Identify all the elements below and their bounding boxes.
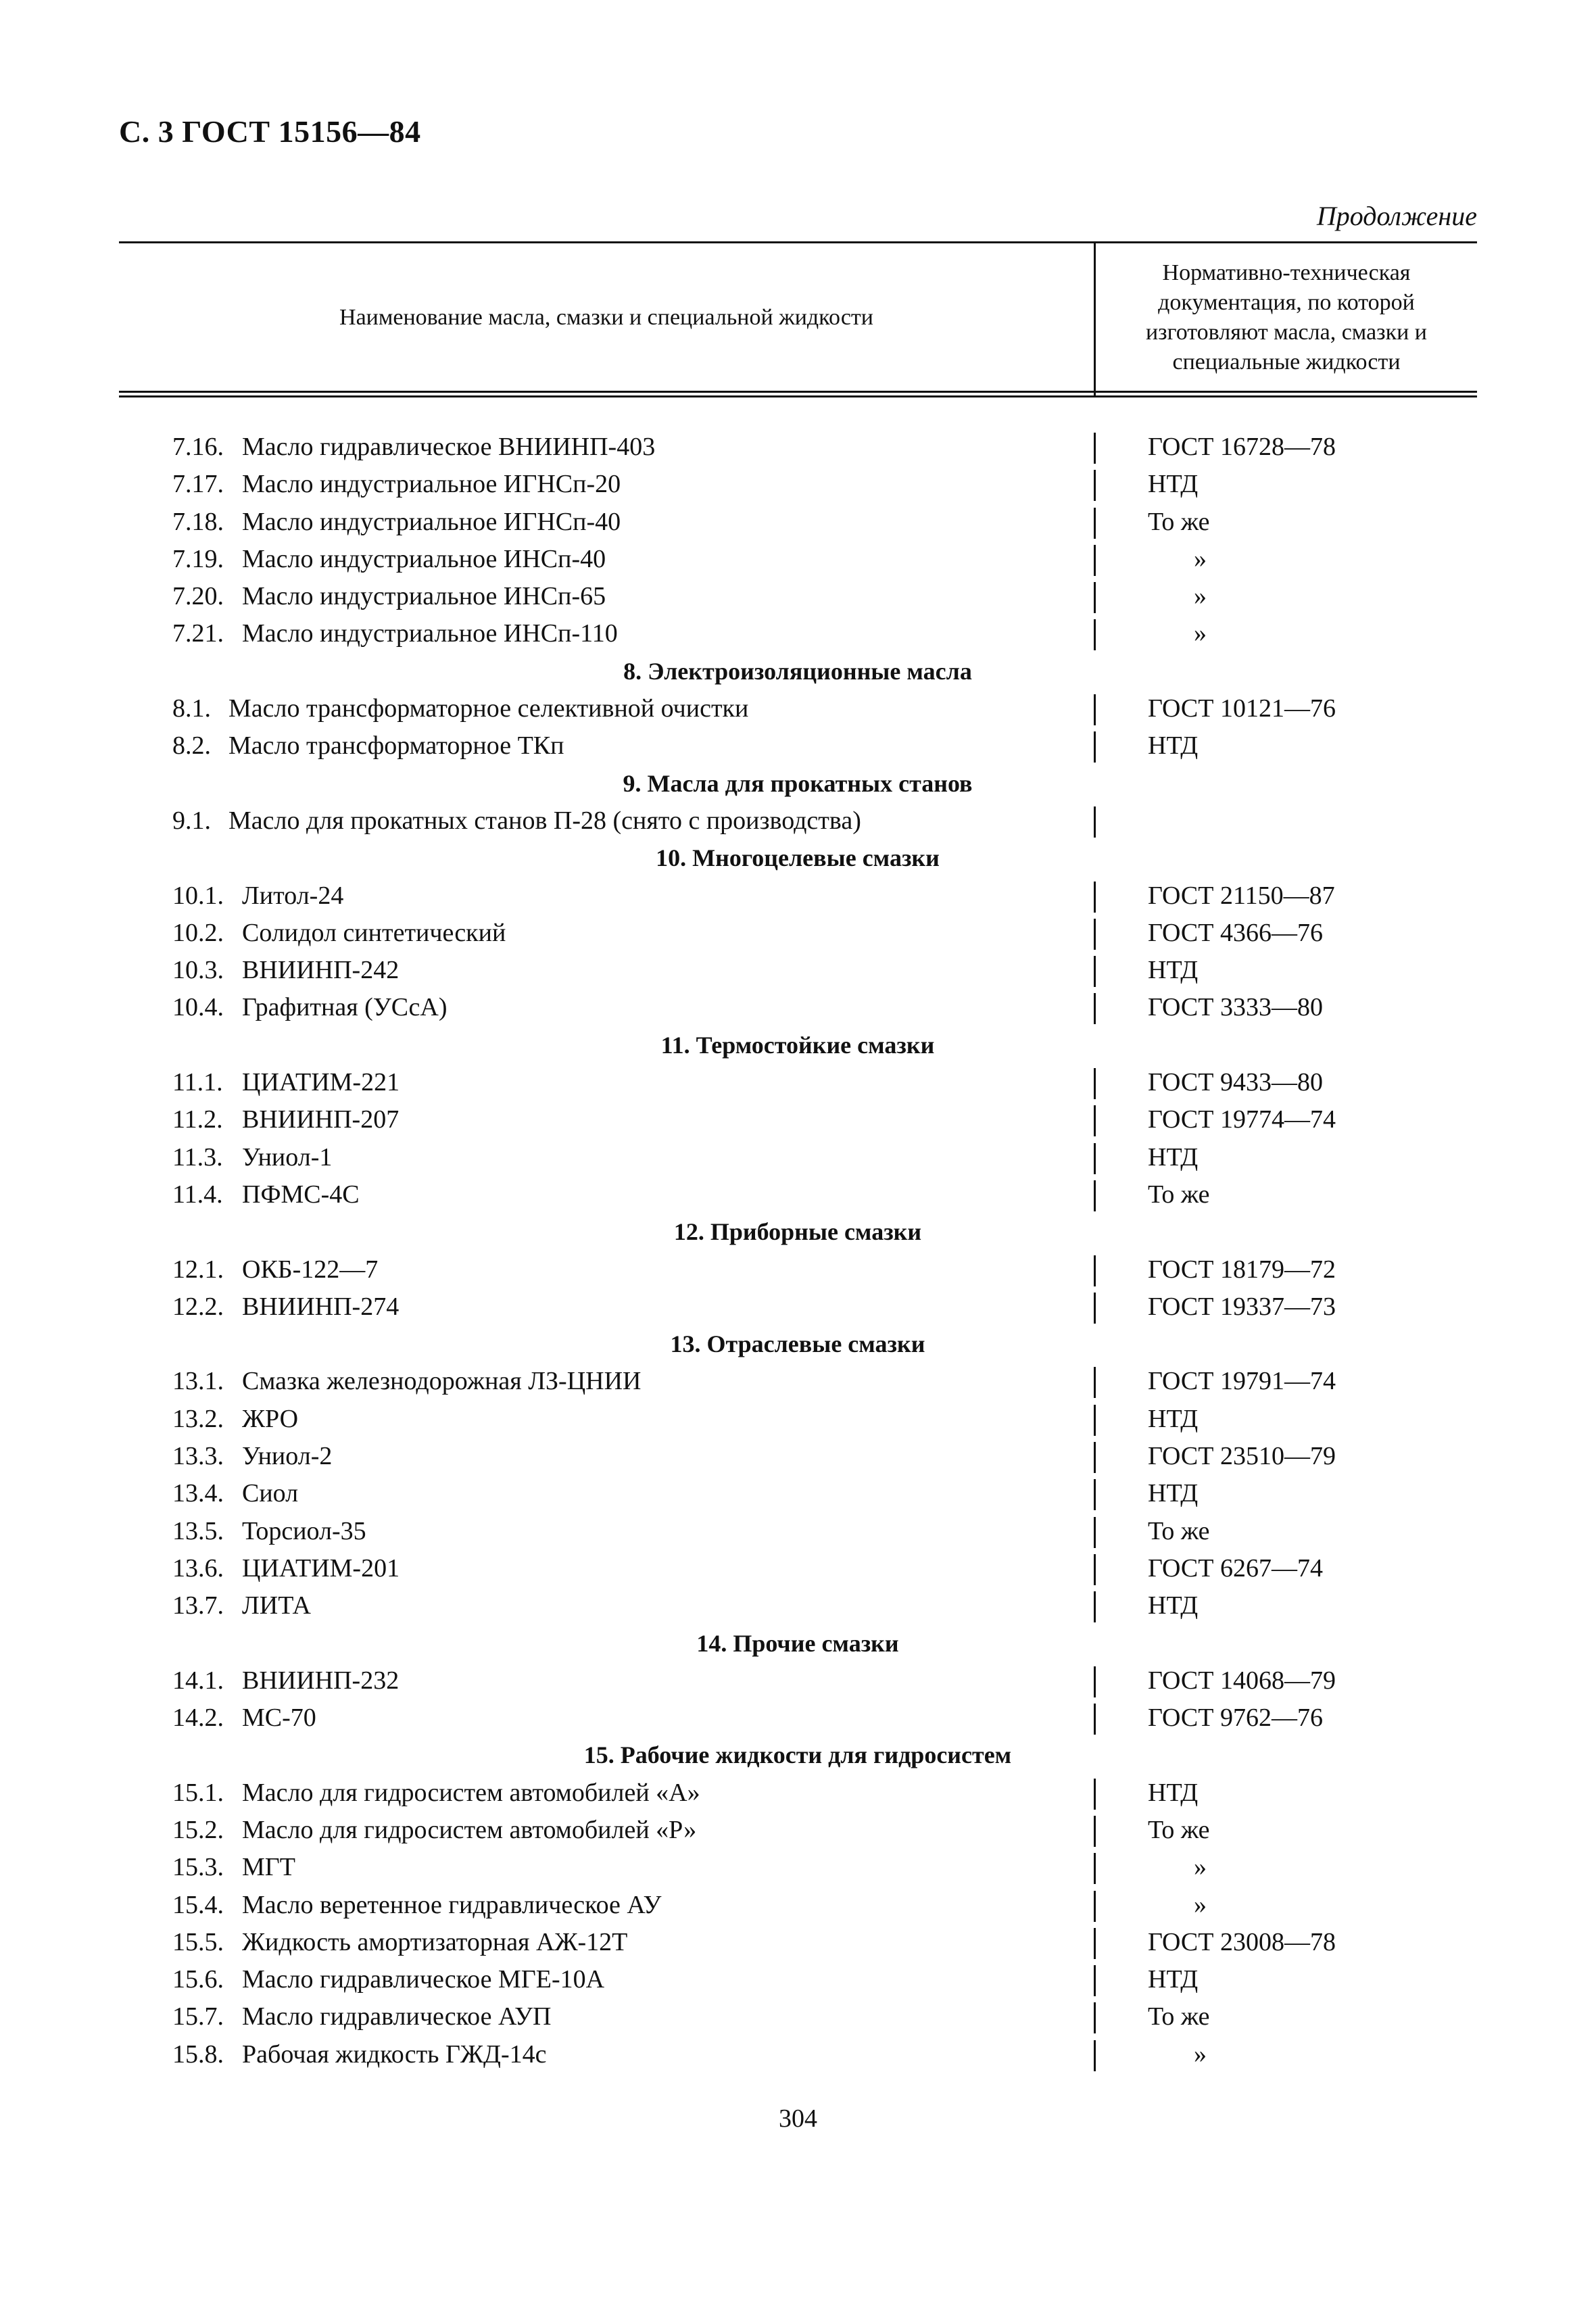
column-divider xyxy=(1094,956,1096,987)
item-ntd: » xyxy=(1194,2040,1207,2069)
column-divider xyxy=(1094,508,1096,539)
item-name: Масло гидравлическое МГЕ-10А xyxy=(242,1965,605,1994)
item-number: 8.2. xyxy=(172,731,211,761)
column-divider xyxy=(1094,1442,1096,1473)
table-row xyxy=(0,1587,1596,1624)
section-title: 15. Рабочие жидкости для гидросистем xyxy=(583,1741,1012,1769)
item-ntd: ГОСТ 21150—87 xyxy=(1148,881,1335,910)
column-divider xyxy=(1094,433,1096,464)
column-divider xyxy=(1094,1891,1096,1922)
table-row xyxy=(0,877,1596,915)
item-ntd: НТД xyxy=(1148,731,1199,761)
table-row xyxy=(0,429,1596,466)
item-number: 7.20. xyxy=(172,582,224,611)
item-name: Масло индустриальное ИНСп-40 xyxy=(242,544,606,573)
table-row xyxy=(0,802,1596,840)
column-divider xyxy=(1094,1517,1096,1548)
column-divider xyxy=(1094,1180,1096,1211)
item-number: 7.16. xyxy=(172,433,224,461)
item-number: 13.7. xyxy=(172,1591,224,1620)
item-number: 13.5. xyxy=(172,1516,224,1545)
item-number: 7.18. xyxy=(172,507,224,536)
item-ntd: НТД xyxy=(1148,1965,1199,1994)
table-row xyxy=(0,466,1596,503)
item-name: МГТ xyxy=(242,1853,295,1882)
table-row xyxy=(0,1662,1596,1699)
item-name: ВНИИНП-232 xyxy=(242,1666,400,1695)
item-number: 10.1. xyxy=(172,881,224,910)
item-name: Масло веретенное гидравлическое АУ xyxy=(242,1890,662,1919)
item-number: 14.2. xyxy=(172,1704,224,1733)
section-heading-row xyxy=(0,765,1596,802)
item-name: Масло для гидросистем автомобилей «А» xyxy=(242,1778,700,1807)
table-row xyxy=(0,2036,1596,2073)
column-divider xyxy=(1094,1666,1096,1697)
item-number: 10.4. xyxy=(172,993,224,1022)
item-name: Масло трансформаторное селективной очистки xyxy=(228,694,749,723)
item-number: 7.21. xyxy=(172,619,224,648)
item-number: 13.2. xyxy=(172,1404,224,1433)
item-ntd: ГОСТ 3333—80 xyxy=(1148,993,1323,1022)
item-ntd: ГОСТ 18179—72 xyxy=(1148,1255,1336,1284)
item-ntd: НТД xyxy=(1148,1404,1199,1433)
item-ntd: То же xyxy=(1148,2002,1210,2031)
item-name: ЛИТА xyxy=(242,1591,311,1620)
item-number: 7.19. xyxy=(172,544,224,573)
column-divider xyxy=(1094,1405,1096,1436)
table-row xyxy=(0,1288,1596,1326)
table-top-rule xyxy=(119,241,1477,243)
item-name: Масло индустриальное ИГНСп-40 xyxy=(242,507,621,536)
item-number: 11.1. xyxy=(172,1068,223,1097)
item-name: ЦИАТИМ-201 xyxy=(242,1553,400,1583)
item-ntd: НТД xyxy=(1148,1142,1199,1172)
item-ntd: » xyxy=(1194,582,1207,611)
table-row xyxy=(0,1513,1596,1550)
item-name: Смазка железнодорожная ЛЗ-ЦНИИ xyxy=(242,1367,642,1396)
column-divider xyxy=(1094,582,1096,613)
item-number: 13.6. xyxy=(172,1553,224,1583)
item-ntd: То же xyxy=(1148,1180,1210,1209)
table-row xyxy=(0,1998,1596,2035)
item-name: ВНИИНП-207 xyxy=(242,1105,400,1134)
table-row xyxy=(0,1961,1596,1998)
section-heading-row xyxy=(0,840,1596,877)
item-ntd: » xyxy=(1194,1853,1207,1882)
column-divider xyxy=(1094,993,1096,1024)
section-title: 14. Прочие смазки xyxy=(696,1629,899,1657)
item-name: Торсиол-35 xyxy=(242,1516,366,1545)
item-number: 13.3. xyxy=(172,1442,224,1471)
item-ntd: ГОСТ 10121—76 xyxy=(1148,694,1336,723)
section-heading-row xyxy=(0,1213,1596,1251)
column-divider xyxy=(1094,1293,1096,1324)
column-divider xyxy=(1094,1816,1096,1847)
item-number: 11.2. xyxy=(172,1105,223,1134)
item-name: Жидкость амортизаторная АЖ-12Т xyxy=(242,1927,628,1956)
item-name: Униол-2 xyxy=(242,1442,333,1471)
table-row xyxy=(0,690,1596,727)
column-divider xyxy=(1094,1143,1096,1174)
column-divider xyxy=(1094,1853,1096,1884)
item-ntd: ГОСТ 9762—76 xyxy=(1148,1704,1323,1733)
column-divider xyxy=(1094,619,1096,650)
item-name: Масло для гидросистем автомобилей «Р» xyxy=(242,1815,697,1844)
column-divider xyxy=(1094,1554,1096,1585)
column-divider xyxy=(1094,882,1096,913)
column-divider xyxy=(1094,731,1096,763)
item-number: 14.1. xyxy=(172,1666,224,1695)
item-name: Масло для прокатных станов П-28 (снято с производства) xyxy=(228,806,861,835)
column-divider xyxy=(1094,1965,1096,1996)
item-ntd: ГОСТ 9433—80 xyxy=(1148,1068,1323,1097)
column-divider xyxy=(1094,806,1096,838)
column-divider xyxy=(1094,1928,1096,1959)
item-number: 15.7. xyxy=(172,2002,224,2031)
table-row xyxy=(0,1363,1596,1400)
column-divider xyxy=(1094,2040,1096,2071)
column-divider xyxy=(1094,1105,1096,1136)
item-name: ПФМС-4С xyxy=(242,1180,360,1209)
item-ntd: » xyxy=(1194,1890,1207,1919)
continuation-label: Продолжение xyxy=(1316,201,1477,231)
item-number: 15.8. xyxy=(172,2040,224,2069)
section-title: 12. Приборные смазки xyxy=(673,1218,922,1246)
table-row xyxy=(0,1924,1596,1961)
item-name: Масло индустриальное ИНСп-110 xyxy=(242,619,618,648)
table-body xyxy=(0,429,1596,2073)
column-divider xyxy=(1094,1591,1096,1622)
item-ntd: НТД xyxy=(1148,470,1199,499)
table-row xyxy=(0,989,1596,1026)
item-number: 15.4. xyxy=(172,1890,224,1919)
table-row xyxy=(0,1699,1596,1737)
table-row xyxy=(0,1849,1596,1886)
table-row xyxy=(0,915,1596,952)
column-header-name: Наименование масла, смазки и специальной жидкости xyxy=(339,305,873,330)
section-heading-row xyxy=(0,1326,1596,1363)
item-name: Рабочая жидкость ГЖД-14с xyxy=(242,2040,547,2069)
table-row xyxy=(0,1101,1596,1138)
column-divider xyxy=(1094,919,1096,950)
column-divider xyxy=(1094,1704,1096,1735)
column-divider xyxy=(1094,1779,1096,1810)
item-ntd: ГОСТ 14068—79 xyxy=(1148,1666,1336,1695)
item-number: 8.1. xyxy=(172,694,211,723)
item-number: 9.1. xyxy=(172,806,211,835)
table-row xyxy=(0,615,1596,652)
table-row xyxy=(0,727,1596,765)
item-ntd: То же xyxy=(1148,1516,1210,1545)
page-number: 304 xyxy=(779,2104,817,2133)
column-divider xyxy=(1094,470,1096,501)
item-number: 15.5. xyxy=(172,1927,224,1956)
table-row xyxy=(0,1139,1596,1176)
item-ntd: ГОСТ 16728—78 xyxy=(1148,433,1336,461)
item-ntd: ГОСТ 19774—74 xyxy=(1148,1105,1336,1134)
table-row xyxy=(0,1887,1596,1924)
item-number: 11.4. xyxy=(172,1180,223,1209)
table-row xyxy=(0,1812,1596,1849)
item-name: ЖРО xyxy=(242,1404,299,1433)
item-ntd: » xyxy=(1194,544,1207,573)
item-ntd: ГОСТ 19791—74 xyxy=(1148,1367,1336,1396)
item-number: 12.1. xyxy=(172,1255,224,1284)
item-number: 10.3. xyxy=(172,956,224,985)
table-row xyxy=(0,1475,1596,1512)
item-number: 13.1. xyxy=(172,1367,224,1396)
item-name: Сиол xyxy=(242,1479,299,1508)
item-name: Масло гидравлическое ВНИИНП-403 xyxy=(242,433,656,461)
item-number: 15.2. xyxy=(172,1815,224,1844)
item-number: 10.2. xyxy=(172,918,224,947)
column-divider xyxy=(1094,545,1096,576)
item-number: 11.3. xyxy=(172,1142,223,1172)
table-row xyxy=(0,1438,1596,1475)
item-ntd: ГОСТ 6267—74 xyxy=(1148,1553,1323,1583)
section-title: 11. Термостойкие смазки xyxy=(660,1031,935,1059)
item-ntd: ГОСТ 23510—79 xyxy=(1148,1442,1336,1471)
section-title: 13. Отраслевые смазки xyxy=(670,1330,925,1358)
item-name: ОКБ-122—7 xyxy=(242,1255,379,1284)
item-ntd: ГОСТ 23008—78 xyxy=(1148,1927,1336,1956)
section-title: 8. Электроизоляционные масла xyxy=(623,657,972,685)
column-header-ntd: Нормативно-техническая документация, по которой изготовляют масла, смазки и специальные жидкости xyxy=(1145,260,1428,375)
table-row xyxy=(0,1251,1596,1288)
page-title: С. 3 ГОСТ 15156—84 xyxy=(119,114,421,149)
table-row xyxy=(0,1064,1596,1101)
column-divider xyxy=(1094,694,1096,725)
column-divider xyxy=(1094,1367,1096,1398)
section-heading-row xyxy=(0,1625,1596,1662)
item-number: 15.3. xyxy=(172,1853,224,1882)
column-divider xyxy=(1094,1068,1096,1099)
item-ntd: ГОСТ 19337—73 xyxy=(1148,1292,1336,1321)
table-row xyxy=(0,1775,1596,1812)
item-name: ВНИИНП-242 xyxy=(242,956,400,985)
item-ntd: НТД xyxy=(1148,1479,1199,1508)
column-divider xyxy=(1094,1255,1096,1286)
item-name: Униол-1 xyxy=(242,1142,333,1172)
section-heading-row xyxy=(0,1737,1596,1774)
item-name: МС-70 xyxy=(242,1704,316,1733)
item-name: ЦИАТИМ-221 xyxy=(242,1068,400,1097)
item-name: Масло индустриальное ИНСп-65 xyxy=(242,582,606,611)
item-ntd: » xyxy=(1194,619,1207,648)
column-divider xyxy=(1094,1479,1096,1510)
item-name: ВНИИНП-274 xyxy=(242,1292,400,1321)
section-heading-row xyxy=(0,1027,1596,1064)
item-ntd: То же xyxy=(1148,507,1210,536)
section-title: 9. Масла для прокатных станов xyxy=(623,769,973,797)
item-ntd: ГОСТ 4366—76 xyxy=(1148,918,1323,947)
table-row xyxy=(0,952,1596,989)
column-divider xyxy=(1094,2002,1096,2033)
item-name: Масло трансформаторное ТКп xyxy=(228,731,564,761)
item-ntd: То же xyxy=(1148,1815,1210,1844)
item-number: 15.6. xyxy=(172,1965,224,1994)
header-double-rule-top xyxy=(119,391,1477,393)
item-ntd: НТД xyxy=(1148,1591,1199,1620)
item-name: Графитная (УСсА) xyxy=(242,993,448,1022)
item-name: Литол-24 xyxy=(242,881,344,910)
item-name: Масло индустриальное ИГНСп-20 xyxy=(242,470,621,499)
item-number: 15.1. xyxy=(172,1778,224,1807)
item-name: Солидол синтетический xyxy=(242,918,506,947)
item-number: 13.4. xyxy=(172,1479,224,1508)
item-number: 12.2. xyxy=(172,1292,224,1321)
table-row xyxy=(0,541,1596,578)
table-row xyxy=(0,1176,1596,1213)
header-double-rule-bottom xyxy=(119,395,1477,397)
item-ntd: НТД xyxy=(1148,956,1199,985)
section-title: 10. Многоцелевые смазки xyxy=(656,844,940,872)
section-heading-row xyxy=(0,653,1596,690)
table-row xyxy=(0,578,1596,615)
table-row xyxy=(0,1401,1596,1438)
item-ntd: НТД xyxy=(1148,1778,1199,1807)
item-name: Масло гидравлическое АУП xyxy=(242,2002,552,2031)
table-row xyxy=(0,1550,1596,1587)
table-row xyxy=(0,504,1596,541)
item-number: 7.17. xyxy=(172,470,224,499)
